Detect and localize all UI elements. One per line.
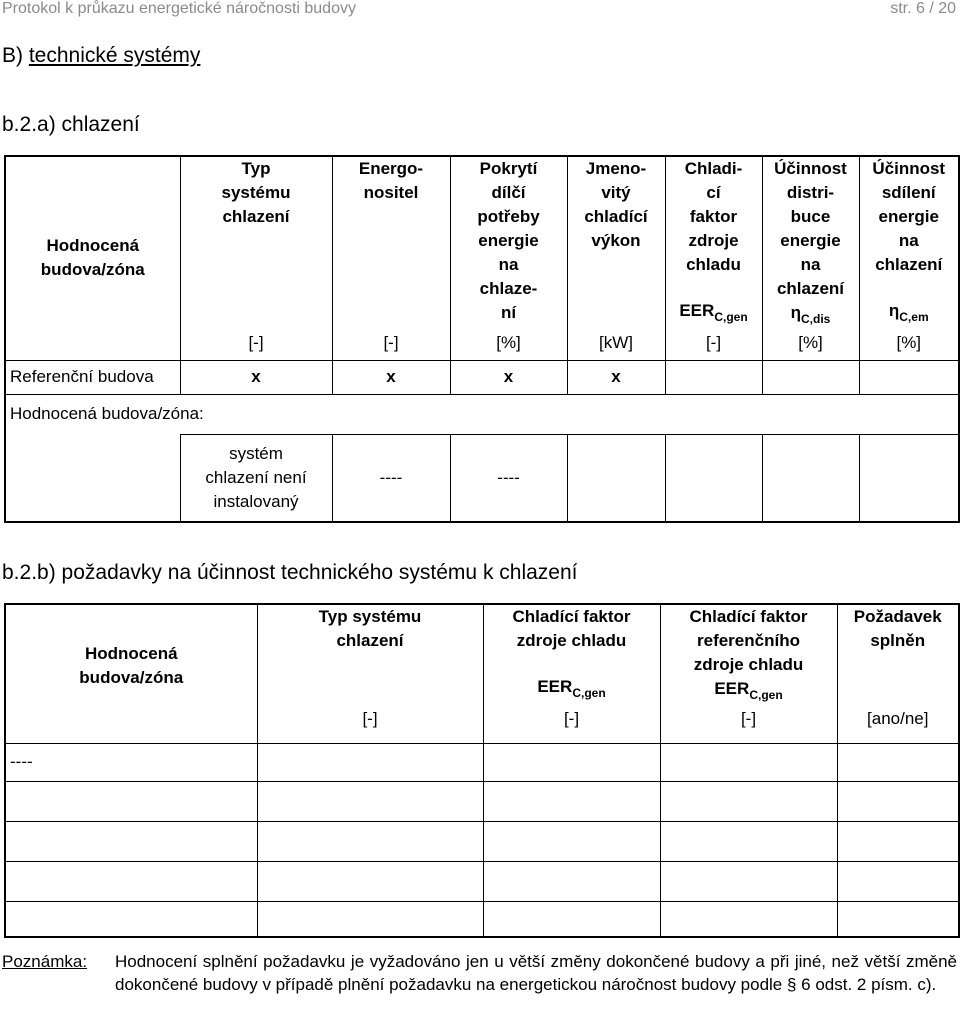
zone-cell xyxy=(5,434,180,522)
unit-cell: [-] xyxy=(665,331,762,360)
reference-value: x xyxy=(180,360,332,394)
eer-cell xyxy=(665,434,762,522)
requirement-met-header: Požadavek splněn xyxy=(837,604,959,707)
reference-value: x xyxy=(332,360,450,394)
reference-value xyxy=(859,360,959,394)
carrier-cell: ---- xyxy=(332,434,450,522)
power-cell xyxy=(567,434,665,522)
table-cell xyxy=(257,861,483,901)
table-cell xyxy=(660,781,837,821)
note-text: Hodnocení splnění požadavku je vyžadováno jen u větší změny dokončené budovy a při jiné, než větší změně dokončené budovy v případě plnění požadavku na energetickou náročnost budovy podle § 6 odst. 2 písm. c). xyxy=(115,952,957,994)
part-a-title: b.2.a) chlazení xyxy=(2,113,140,136)
table-cell xyxy=(5,861,257,901)
table-cell xyxy=(837,861,959,901)
carrier-header: Energo- nositel xyxy=(332,156,450,331)
table-cell xyxy=(257,821,483,861)
unit-cell: [-] xyxy=(483,707,660,743)
efficiency-requirements-table xyxy=(4,603,960,938)
evaluated-label: Hodnocená budova/zóna: xyxy=(5,394,959,434)
section-prefix: B) xyxy=(2,44,23,67)
note-label: Poznámka: xyxy=(2,952,88,971)
distribution-header: Účinnost distri- buce energie na chlazení $\eta_{C,dis}$ xyxy=(762,156,859,331)
unit-cell: [kW] xyxy=(567,331,665,360)
distribution-cell xyxy=(762,434,859,522)
table-cell xyxy=(483,901,660,937)
unit-cell: [%] xyxy=(762,331,859,360)
table-cell xyxy=(257,743,483,781)
table-cell xyxy=(660,821,837,861)
section-title xyxy=(2,44,200,68)
type-header: Typ systému chlazení xyxy=(180,156,332,331)
reference-value xyxy=(665,360,762,394)
zone-header: Hodnocená budova/zóna xyxy=(5,604,257,743)
table-cell xyxy=(257,781,483,821)
page-number: str. 6 / 20 xyxy=(890,0,956,17)
reference-value xyxy=(762,360,859,394)
section-name: technické systémy xyxy=(28,44,201,67)
unit-cell: [-] xyxy=(180,331,332,360)
table-cell xyxy=(483,861,660,901)
table-cell xyxy=(660,861,837,901)
table-cell xyxy=(5,781,257,821)
part-b-title: b.2.b) požadavky na účinnost technického systému k chlazení xyxy=(2,561,578,584)
unit-cell: [-] xyxy=(257,707,483,743)
unit-cell: [%] xyxy=(450,331,567,360)
table-cell: ---- xyxy=(5,743,257,781)
table-cell xyxy=(837,781,959,821)
type-header: Typ systému chlazení xyxy=(257,604,483,707)
unit-cell: [ano/ne] xyxy=(837,707,959,743)
cooling-systems-table xyxy=(4,155,960,523)
table-cell xyxy=(483,743,660,781)
reference-value: x xyxy=(450,360,567,394)
unit-cell: [-] xyxy=(660,707,837,743)
reference-row-label: Referenční budova xyxy=(5,360,180,394)
system-type-cell: systém chlazení není instalovaný xyxy=(180,434,332,522)
unit-cell: [%] xyxy=(859,331,959,360)
emission-cell xyxy=(859,434,959,522)
eer-header: Chladi- cí faktor zdroje chladu $EER_{C,gen}$ xyxy=(665,156,762,331)
table-cell xyxy=(837,743,959,781)
emission-header: Účinnost sdílení energie na chlazení $\eta_{C,em}$ xyxy=(859,156,959,331)
document-title: Protokol k průkazu energetické náročnosti budovy xyxy=(2,0,356,17)
coverage-header: Pokrytí dílčí potřeby energie na chlaze- ní xyxy=(450,156,567,331)
table-cell xyxy=(837,901,959,937)
table-cell xyxy=(483,821,660,861)
eer-header: Chladící faktor zdroje chladu $EER_{C,gen}$ xyxy=(483,604,660,707)
table-cell xyxy=(257,901,483,937)
table-cell xyxy=(5,821,257,861)
reference-value: x xyxy=(567,360,665,394)
table-cell xyxy=(5,901,257,937)
zone-header: Hodnocená budova/zóna xyxy=(5,156,180,360)
coverage-cell: ---- xyxy=(450,434,567,522)
table-cell xyxy=(837,821,959,861)
unit-cell: [-] xyxy=(332,331,450,360)
table-cell xyxy=(660,901,837,937)
table-cell xyxy=(483,781,660,821)
table-cell xyxy=(660,743,837,781)
reference-eer-header: Chladící faktor referenčního zdroje chladu $EER_{C,gen}$ xyxy=(660,604,837,707)
power-header: Jmeno- vitý chladící výkon xyxy=(567,156,665,331)
